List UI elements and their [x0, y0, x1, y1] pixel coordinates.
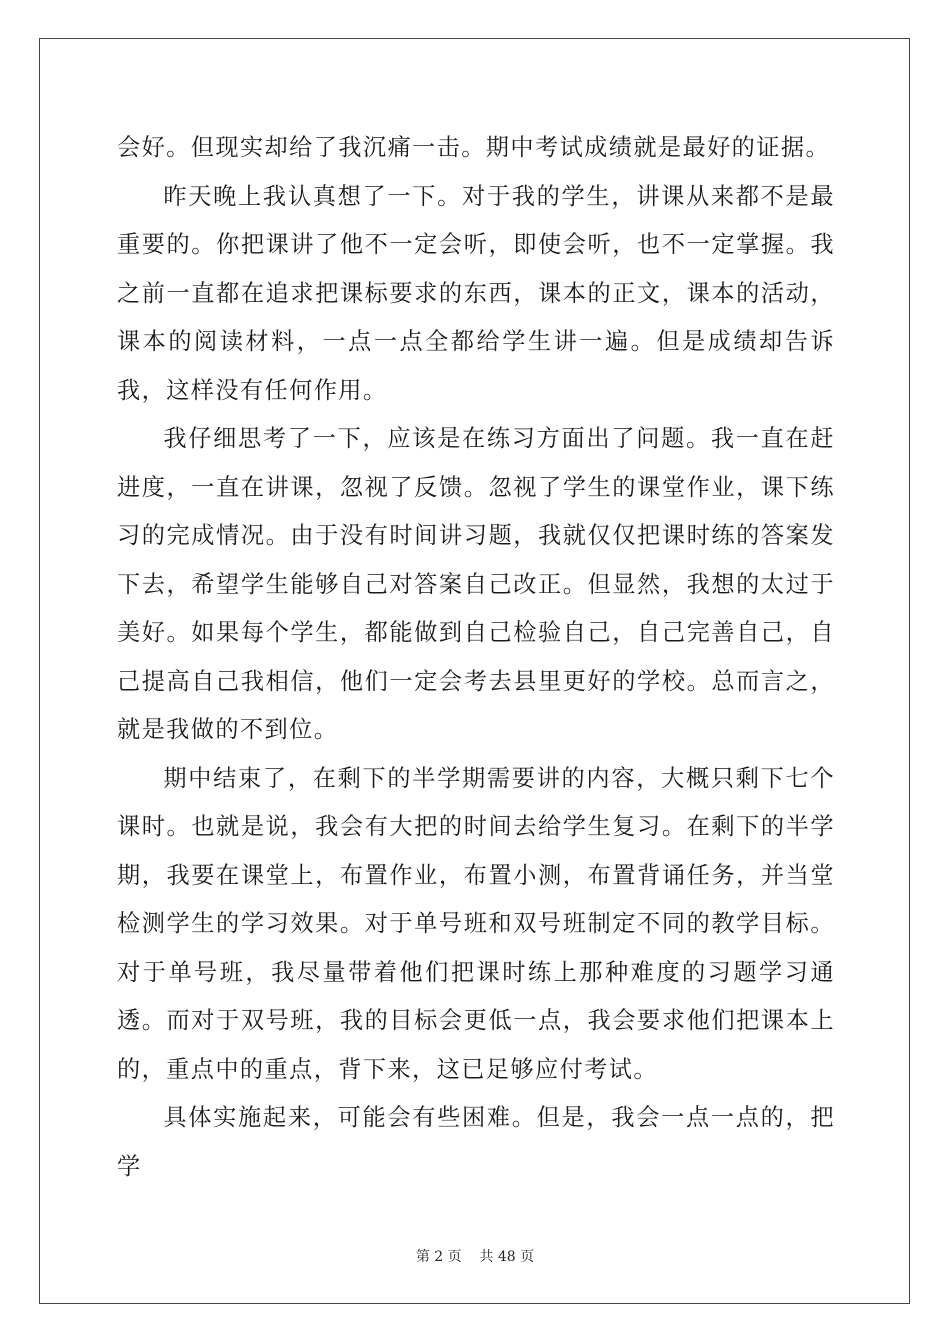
- paragraph: 期中结束了，在剩下的半学期需要讲的内容，大概只剩下七个课时。也就是说，我会有大把的时间去给学生复习。在剩下的半学期，我要在课堂上，布置作业，布置小测，布置背诵任务，并当堂检测学生的学习效果。对于单号班和双号班制定不同的教学目标。对于单号班，我尽量带着他们把课时练上那种难度的习题学习通透。而对于双号班，我的目标会更低一点，我会要求他们把课本上的，重点中的重点，背下来，这已足够应付考试。: [117, 764, 835, 1083]
- paragraph: 昨天晚上我认真想了一下。对于我的学生，讲课从来都不是最重要的。你把课讲了他不一定会听，即使会听，也不一定掌握。我之前一直都在追求把课标要求的东西，课本的正文，课本的活动，课本的阅读材料，一点一点全都给学生讲一遍。但是成绩却告诉我，这样没有任何作用。: [117, 182, 835, 404]
- paragraph: 具体实施起来，可能会有些困难。但是，我会一点一点的，把学: [117, 1104, 835, 1180]
- document-body: [117, 124, 835, 1191]
- page-number-footer: 第 2 页 共 48 页: [415, 1249, 535, 1265]
- paragraph: 我仔细思考了一下，应该是在练习方面出了问题。我一直在赶进度，一直在讲课，忽视了反馈。忽视了学生的课堂作业，课下练习的完成情况。由于没有时间讲习题，我就仅仅把课时练的答案发下去，希望学生能够自己对答案自己改正。但显然，我想的太过于美好。如果每个学生，都能做到自己检验自己，自己完善自己，自己提高自己我相信，他们一定会考去县里更好的学校。总而言之，就是我做的不到位。: [117, 425, 835, 743]
- paragraph-continued: 会好。但现实却给了我沉痛一击。期中考试成绩就是最好的证据。: [117, 134, 831, 161]
